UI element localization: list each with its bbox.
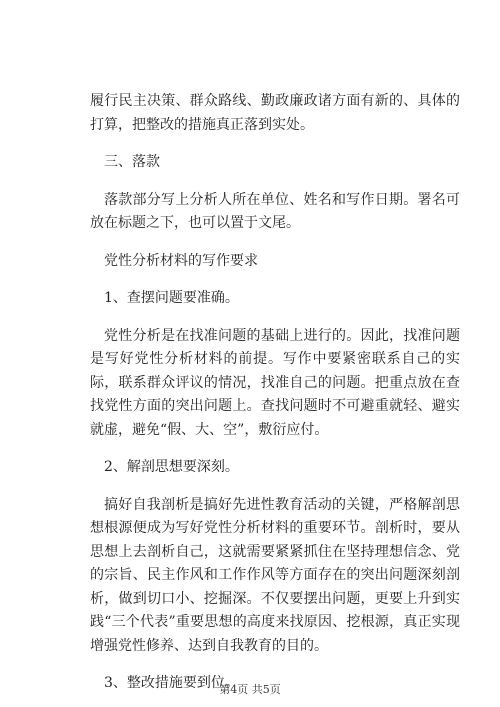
document-body [90, 90, 460, 696]
subheading-find-problems: 1、查摆问题要准确。 [104, 290, 239, 306]
section-heading-signature: 三、落款 [104, 154, 160, 170]
subheading-rectification: 3、整改措施要到位。 [104, 675, 239, 691]
subheading-self-analysis: 2、解剖思想要深刻。 [104, 459, 239, 475]
section-heading-requirements: 党性分析材料的写作要求 [104, 252, 258, 269]
paragraph-self-analysis: 搞好自我剖析是搞好先进性教育活动的关键，严格解剖思想根源便成为写好党性分析材料的重要环节。剖析时，要从思想上去剖析自己，这就需要紧紧抓住在坚持理想信念、党的宗旨、民主作风和工作作风等方面存在的突出问题深刻剖析，做到切口小、挖掘深。不仅要摆出问题，更要上升到实践“三个代表”重要思想的高度来找原因、挖根源，真正实现增强党性修养、达到自我教育的目的。 [90, 496, 460, 654]
page-number-footer: 第4页 共5页 [219, 683, 281, 696]
paragraph-signature: 落款部分写上分析人所在单位、姓名和写作日期。署名可放在标题之下，也可以置于文尾。 [90, 191, 460, 231]
paragraph-find-problems: 党性分析是在找准问题的基础上进行的。因此，找准问题是写好党性分析材料的前提。写作中要紧密联系自己的实际，联系群众评议的情况，找准自己的问题。把重点放在查找党性方面的突出问题上。查找问题时不可避重就轻、避实就虚，避免“假、大、空”，敷衍应付。 [90, 327, 460, 438]
paragraph-resolutions: 履行民主决策、群众路线、勤政廉政诸方面有新的、具体的打算，把整改的措施真正落到实处。 [90, 93, 460, 133]
